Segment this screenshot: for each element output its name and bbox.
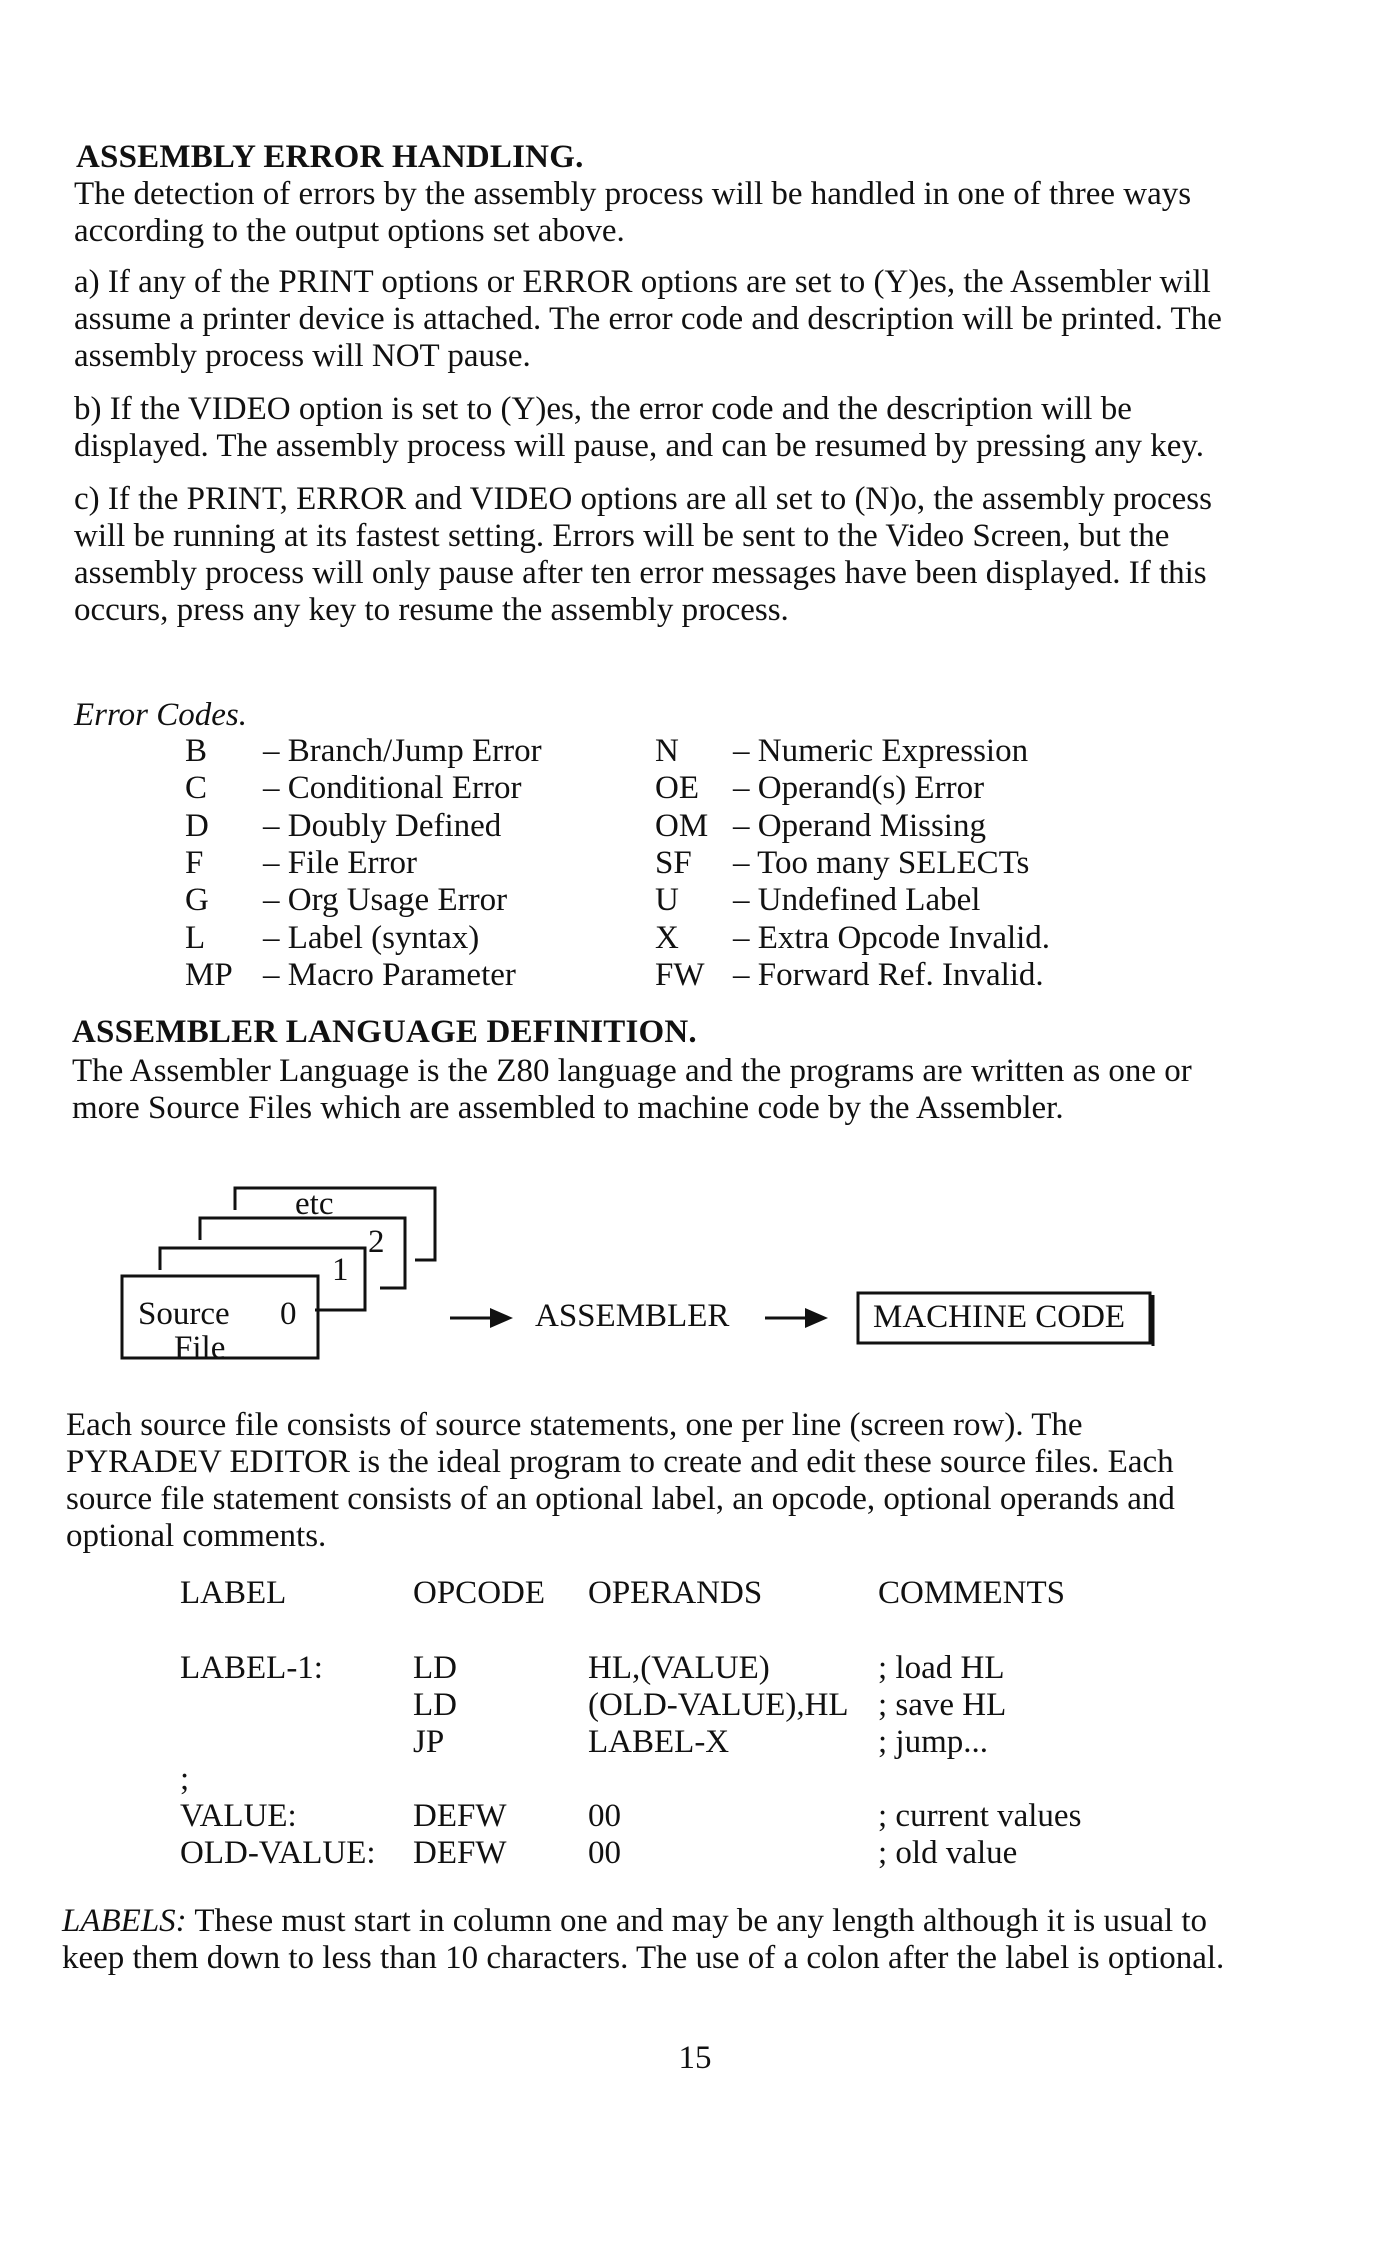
code-operands: HL,(VALUE) <box>588 1650 770 1686</box>
diagram-box-1-label: 1 <box>332 1252 349 1288</box>
error-code-description: – Undefined Label <box>733 882 981 919</box>
code-label: LABEL-1: <box>180 1650 323 1686</box>
diagram-machine-code-label: MACHINE CODE <box>873 1299 1126 1335</box>
error-code-description: – Operand Missing <box>733 807 986 844</box>
error-code: G <box>185 882 209 919</box>
error-code: N <box>655 733 679 769</box>
error-code: SF <box>655 844 692 881</box>
error-code-description: – Branch/Jump Error <box>263 733 542 769</box>
error-code: D <box>185 807 209 844</box>
code-operands: (OLD-VALUE),HL <box>588 1687 849 1723</box>
error-code-description: – Label (syntax) <box>263 919 480 956</box>
code-comment: ; save HL <box>878 1687 1007 1723</box>
error-code: B <box>185 733 208 769</box>
error-code: L <box>185 919 206 956</box>
error-codes-title: Error Codes. <box>74 697 247 733</box>
error-code-description: – Forward Ref. Invalid. <box>733 956 1044 993</box>
error-code-description: – Extra Opcode Invalid. <box>733 919 1051 956</box>
code-comment: ; load HL <box>878 1650 1005 1686</box>
assembly-flow-diagram <box>110 1180 1170 1380</box>
section-heading-error-handling: ASSEMBLY ERROR HANDLING. <box>76 139 584 175</box>
code-operands: 00 <box>588 1835 621 1871</box>
code-comment: ; current values <box>878 1798 1082 1834</box>
code-opcode: DEFW <box>413 1835 507 1871</box>
code-opcode: DEFW <box>413 1798 507 1834</box>
error-code: C <box>185 770 208 807</box>
diagram-box-etc-label: etc <box>295 1186 334 1222</box>
code-label: ; <box>180 1761 190 1797</box>
code-opcode: JP <box>413 1724 445 1760</box>
error-code-description: – Too many SELECTs <box>733 844 1030 881</box>
code-comment: ; jump... <box>878 1724 989 1760</box>
language-definition-intro: The Assembler Language is the Z80 language and the programs are written as one or more Source Files which are assembled to machine code by the Assembler. <box>72 1053 1192 1126</box>
code-opcode: LD <box>413 1687 457 1723</box>
error-handling-item-c: c) If the PRINT, ERROR and VIDEO options are all set to (N)o, the assembly process will be running at its fastest setting. Errors will be sent to the Video Screen, but the assembly process will only pause after ten error messages have been displayed. If this occurs, press any key to resume the assembly process. <box>74 481 1212 628</box>
diagram-file-label: File <box>174 1330 226 1366</box>
diagram-box-2-label: 2 <box>368 1224 385 1260</box>
error-code: OM <box>655 807 709 844</box>
code-operands: 00 <box>588 1798 621 1834</box>
error-code: X <box>655 919 679 956</box>
code-operands: LABEL-X <box>588 1724 730 1760</box>
error-handling-item-a: a) If any of the PRINT options or ERROR options are set to (Y)es, the Assembler will assume a printer device is attached. The error code and description will be printed. The assembly process will NOT pause. <box>74 264 1222 374</box>
section-heading-language-definition: ASSEMBLER LANGUAGE DEFINITION. <box>72 1014 697 1050</box>
labels-note <box>62 1903 1242 1977</box>
error-code-description: – Conditional Error <box>263 770 522 807</box>
code-opcode: LD <box>413 1650 457 1686</box>
error-code: U <box>655 882 679 919</box>
code-label: OLD-VALUE: <box>180 1835 376 1871</box>
column-header-comments: COMMENTS <box>878 1575 1066 1611</box>
error-code: F <box>185 844 204 881</box>
code-label: VALUE: <box>180 1798 297 1834</box>
error-handling-intro: The detection of errors by the assembly process will be handled in one of three ways according to the output options set above. <box>74 176 1192 249</box>
source-file-description: Each source file consists of source statements, one per line (screen row). The PYRADEV EDITOR is the ideal program to create and edit these source files. Each source file statement consists of an optional label, an opcode, optional operands and optional comments. <box>66 1407 1175 1554</box>
column-header-operands: OPERANDS <box>588 1575 763 1611</box>
column-header-opcode: OPCODE <box>413 1575 546 1611</box>
error-code-description: – Numeric Expression <box>733 733 1029 769</box>
diagram-source-label: Source <box>138 1296 230 1332</box>
error-code-description: – File Error <box>263 844 417 881</box>
error-code: MP <box>185 956 233 993</box>
diagram-lines <box>110 1180 1170 1380</box>
error-code-description: – Org Usage Error <box>263 882 508 919</box>
labels-note-lead: LABELS: <box>62 1903 187 1939</box>
column-header-label: LABEL <box>180 1575 287 1611</box>
error-code: FW <box>655 956 705 993</box>
error-code-description: – Macro Parameter <box>263 956 516 993</box>
error-code: OE <box>655 770 699 807</box>
code-comment: ; old value <box>878 1835 1018 1871</box>
diagram-box-0-label: 0 <box>280 1296 297 1332</box>
error-code-description: – Doubly Defined <box>263 807 502 844</box>
error-handling-item-b: b) If the VIDEO option is set to (Y)es, the error code and the description will be displayed. The assembly process will pause, and can be resumed by pressing any key. <box>74 391 1204 464</box>
error-code-description: – Operand(s) Error <box>733 770 985 807</box>
error-handling-text <box>74 176 1244 629</box>
page-number: 15 <box>678 2040 712 2076</box>
diagram-assembler-label: ASSEMBLER <box>535 1298 730 1334</box>
labels-note-text: These must start in column one and may be any length although it is usual to keep them down to less than 10 characters. The use of a colon after the label is optional. <box>62 1903 1225 1976</box>
